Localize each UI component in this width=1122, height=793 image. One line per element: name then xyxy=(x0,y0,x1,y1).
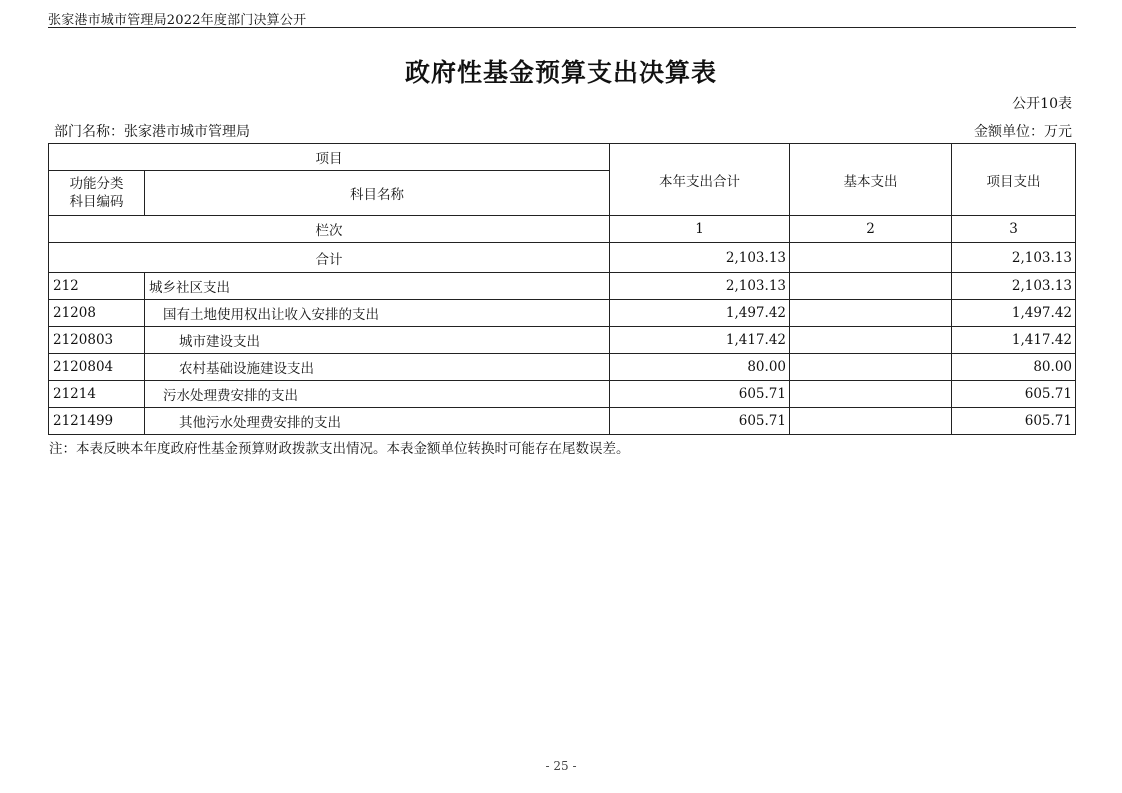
row-basic xyxy=(790,354,952,381)
row-total: 605.71 xyxy=(610,381,790,408)
row-project: 605.71 xyxy=(952,408,1076,435)
page-title: 政府性基金预算支出决算表 xyxy=(404,58,717,87)
header-item: 项目 xyxy=(49,144,610,171)
table-row xyxy=(49,273,1076,300)
total-label: 合计 xyxy=(49,243,610,273)
table-row xyxy=(49,327,1076,354)
header-function-code xyxy=(49,171,145,216)
header-total-expenditure: 本年支出合计 xyxy=(610,144,790,216)
column-index-1: 1 xyxy=(610,216,790,243)
total-amount: 2,103.13 xyxy=(610,243,790,273)
row-code: 21214 xyxy=(49,381,145,408)
row-code: 212 xyxy=(49,273,145,300)
amount-unit: 金额单位：万元 xyxy=(974,124,1072,140)
column-index-3: 3 xyxy=(952,216,1076,243)
header-divider xyxy=(48,27,1076,28)
row-name: 国有土地使用权出让收入安排的支出 xyxy=(145,300,610,327)
header-subject-name: 科目名称 xyxy=(145,171,610,216)
row-basic xyxy=(790,273,952,300)
row-project: 80.00 xyxy=(952,354,1076,381)
row-total: 1,497.42 xyxy=(610,300,790,327)
header-basic-expenditure: 基本支出 xyxy=(790,144,952,216)
column-index-2: 2 xyxy=(790,216,952,243)
row-total: 605.71 xyxy=(610,408,790,435)
row-code: 2120803 xyxy=(49,327,145,354)
table-row xyxy=(49,354,1076,381)
row-code: 21208 xyxy=(49,300,145,327)
row-project: 1,497.42 xyxy=(952,300,1076,327)
row-name: 城市建设支出 xyxy=(145,327,610,354)
row-total: 1,417.42 xyxy=(610,327,790,354)
header-project-expenditure: 项目支出 xyxy=(952,144,1076,216)
row-code: 2121499 xyxy=(49,408,145,435)
row-basic xyxy=(790,327,952,354)
row-basic xyxy=(790,381,952,408)
table-row xyxy=(49,381,1076,408)
row-basic xyxy=(790,408,952,435)
header-row-1 xyxy=(49,144,1076,171)
table-row xyxy=(49,408,1076,435)
row-project: 605.71 xyxy=(952,381,1076,408)
department-name: 部门名称：张家港市城市管理局 xyxy=(54,124,250,140)
row-name: 城乡社区支出 xyxy=(145,273,610,300)
column-index-row xyxy=(49,216,1076,243)
header-code-line2: 科目编码 xyxy=(69,194,124,210)
row-total: 2,103.13 xyxy=(610,273,790,300)
total-row xyxy=(49,243,1076,273)
total-project: 2,103.13 xyxy=(952,243,1076,273)
running-header: 张家港市城市管理局2022年度部门决算公开 xyxy=(48,13,307,28)
row-name: 其他污水处理费安排的支出 xyxy=(145,408,610,435)
expenditure-table xyxy=(48,143,1076,435)
row-total: 80.00 xyxy=(610,354,790,381)
table-row xyxy=(49,300,1076,327)
row-project: 1,417.42 xyxy=(952,327,1076,354)
page-number: - 25 - xyxy=(545,759,577,773)
column-index-label: 栏次 xyxy=(49,216,610,243)
row-name: 农村基础设施建设支出 xyxy=(145,354,610,381)
table-note: 注：本表反映本年度政府性基金预算财政拨款支出情况。本表金额单位转换时可能存在尾数误差。 xyxy=(49,441,630,457)
row-code: 2120804 xyxy=(49,354,145,381)
row-project: 2,103.13 xyxy=(952,273,1076,300)
row-name: 污水处理费安排的支出 xyxy=(145,381,610,408)
row-basic xyxy=(790,300,952,327)
total-basic xyxy=(790,243,952,273)
table-number: 公开10表 xyxy=(1012,96,1072,112)
header-code-line1: 功能分类 xyxy=(69,176,124,192)
